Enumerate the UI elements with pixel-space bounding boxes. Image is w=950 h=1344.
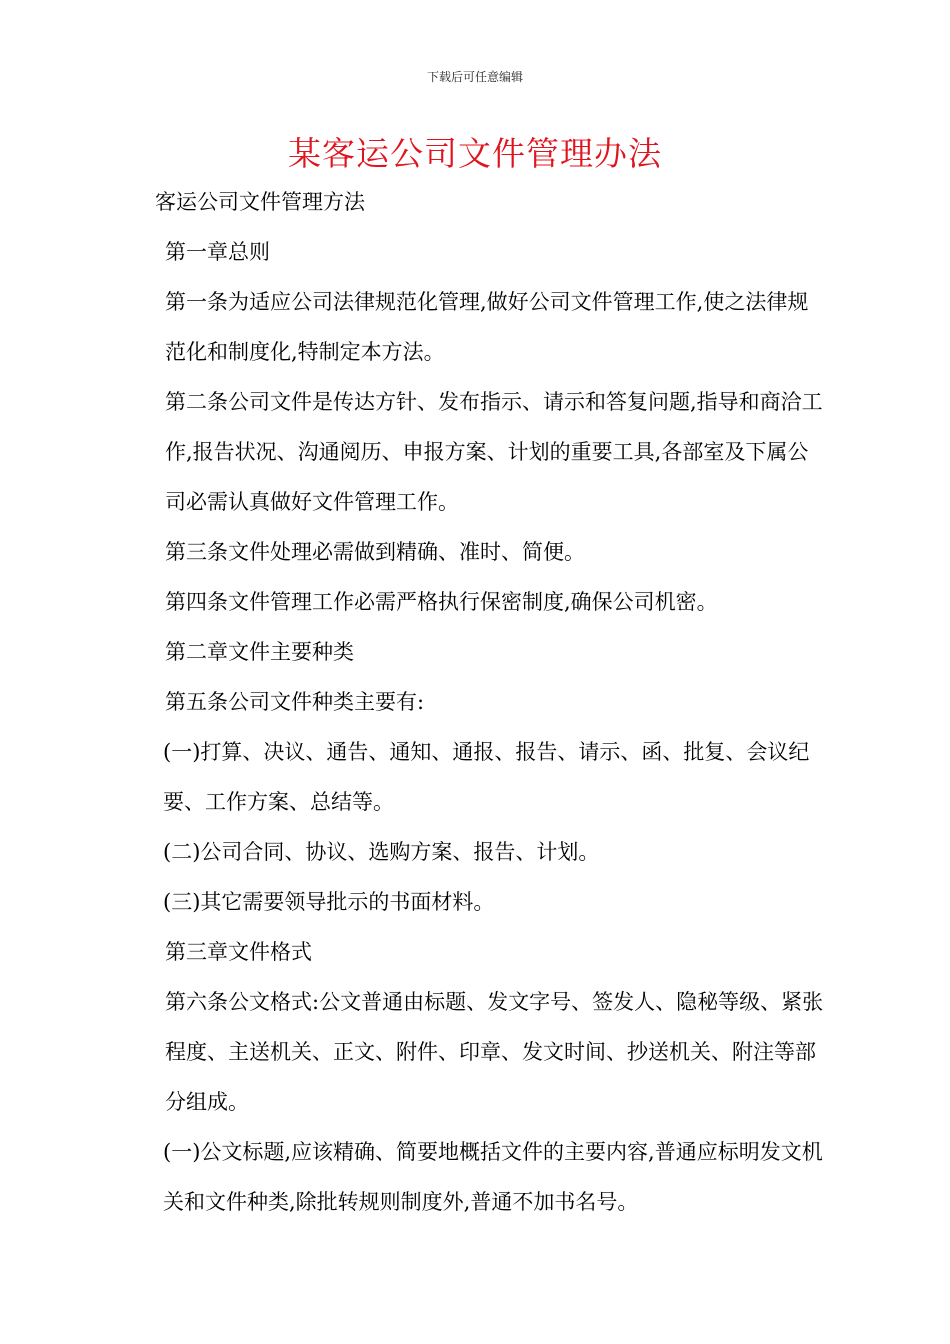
article-1: 第一条为适应公司法律规范化管理,做好公司文件管理工作,使之法律规范化和制度化,特制定本方法。 [165,290,809,364]
article-6-item-1: (一)公文标题,应该精确、简要地概括文件的主要内容,普通应标明发文机关和文件种类,除批转规则制度外,普通不加书名号。 [163,1140,823,1214]
article-4: 第四条文件管理工作必需严格执行保密制度,确保公司机密。 [165,590,718,614]
document-title: 某客运公司文件管理办法 [288,134,662,173]
article-5-item-3: (三)其它需要领导批示的书面材料。 [163,890,495,914]
document-subtitle: 客运公司文件管理方法 [155,190,365,214]
article-5-item-2: (二)公司合同、协议、选购方案、报告、计划。 [163,840,600,864]
chapter-2-heading: 第二章文件主要种类 [165,640,354,664]
article-6: 第六条公文格式:公文普通由标题、发文字号、签发人、隐秘等级、紧张程度、主送机关、正文、附件、印章、发文时间、抄送机关、附注等部分组成。 [165,990,824,1114]
article-5-item-1: (一)打算、决议、通告、通知、通报、报告、请示、函、批复、会议纪要、工作方案、总结等。 [163,740,810,814]
article-3: 第三条文件处理必需做到精确、准时、简便。 [165,540,585,564]
chapter-3-heading: 第三章文件格式 [165,940,312,964]
article-2: 第二条公司文件是传达方针、发布指示、请示和答复问题,指导和商洽工作,报告状况、沟通阅历、申报方案、计划的重要工具,各部室及下属公司必需认真做好文件管理工作。 [165,390,823,514]
header-note: 下载后可任意编辑 [426,70,523,84]
document-body [145,177,825,1227]
article-5: 第五条公司文件种类主要有: [165,690,425,714]
chapter-1-heading: 第一章总则 [165,240,270,264]
